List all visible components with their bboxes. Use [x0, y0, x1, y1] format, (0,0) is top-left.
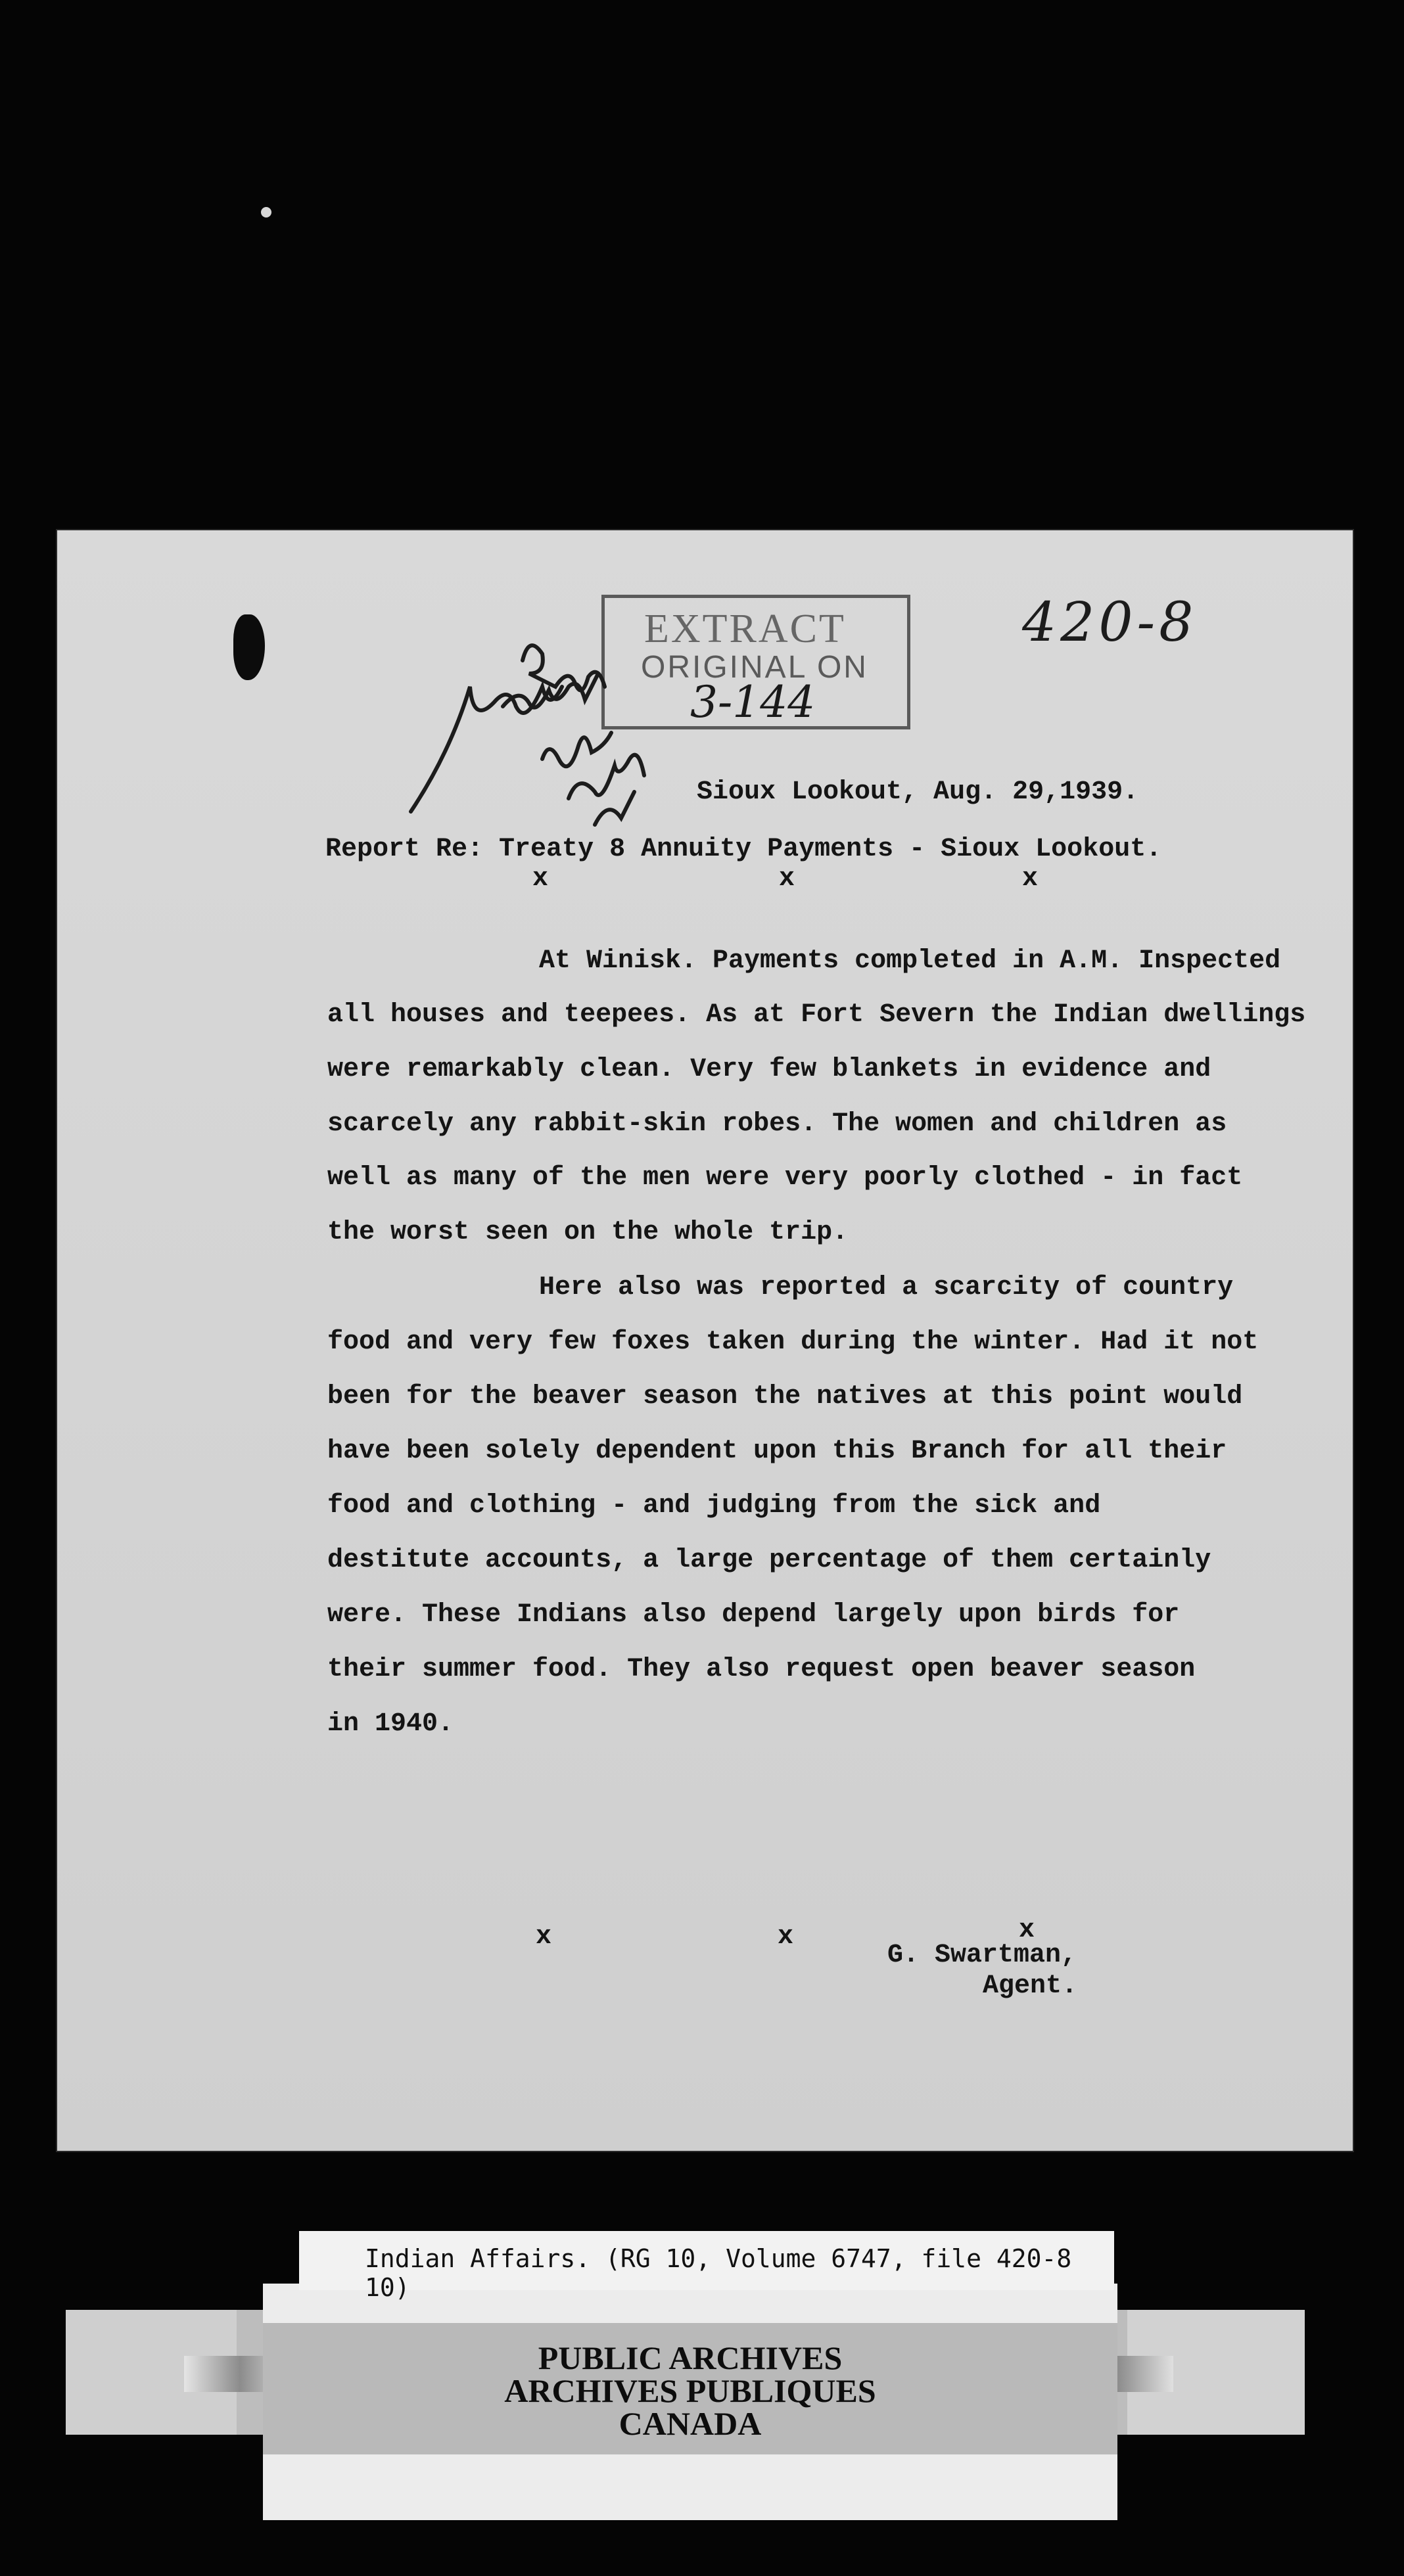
- separator-mark: x: [1022, 864, 1039, 894]
- body-line: scarcely any rabbit-skin robes. The women and children as: [327, 1109, 1227, 1139]
- archive-label-line-3: CANADA: [619, 2405, 762, 2442]
- archive-label-line-2: ARCHIVES PUBLIQUES: [504, 2372, 876, 2409]
- body-line: all houses and teepees. As at Fort Severn the Indian dwellings: [327, 1000, 1306, 1030]
- body-line: were remarkably clean. Very few blankets in evidence and: [327, 1055, 1211, 1084]
- film-speck: [261, 207, 271, 218]
- signature-title: Agent.: [983, 1971, 1078, 2001]
- archive-reference: Indian Affairs. (RG 10, Volume 6747, file 420-8 10): [365, 2244, 1072, 2302]
- document-page: [56, 529, 1354, 2152]
- separator-mark: x: [779, 864, 795, 894]
- footer-mark: x: [1019, 1916, 1035, 1945]
- stamp-line-2: ORIGINAL ON: [641, 650, 868, 685]
- body-line: Here also was reported a scarcity of country: [539, 1273, 1234, 1302]
- archive-label-line-1: PUBLIC ARCHIVES: [538, 2339, 843, 2376]
- punch-hole: [233, 614, 265, 680]
- report-subject: Report Re: Treaty 8 Annuity Payments - Sioux Lookout.: [325, 835, 1162, 864]
- body-line: were. These Indians also depend largely upon birds for: [327, 1600, 1180, 1630]
- body-line: food and very few foxes taken during the winter. Had it not: [327, 1327, 1259, 1357]
- body-line: have been solely dependent upon this Branch for all their: [327, 1437, 1227, 1466]
- stamp-line-1: EXTRACT: [644, 607, 846, 651]
- body-line: well as many of the men were very poorly clothed - in fact: [327, 1163, 1243, 1193]
- file-number: 420-8: [1022, 591, 1198, 654]
- body-line: destitute accounts, a large percentage of them certainly: [327, 1546, 1211, 1575]
- place-date: Sioux Lookout, Aug. 29,1939.: [697, 777, 1139, 807]
- archive-reference-strip: [299, 2231, 1114, 2302]
- body-line: At Winisk. Payments completed in A.M. Inspected: [539, 946, 1281, 976]
- archive-label: [263, 2284, 1117, 2520]
- body-line: been for the beaver season the natives at this point would: [327, 1382, 1243, 1412]
- archive-label-plate: [263, 2323, 1117, 2454]
- body-line: their summer food. They also request open beaver season: [327, 1655, 1196, 1684]
- signature-name: G. Swartman,: [887, 1941, 1077, 1970]
- footer-mark: x: [536, 1922, 552, 1952]
- body-line: in 1940.: [327, 1709, 454, 1739]
- body-line: the worst seen on the whole trip.: [327, 1218, 849, 1247]
- body-line: food and clothing - and judging from the sick and: [327, 1491, 1101, 1521]
- footer-mark: x: [778, 1922, 794, 1952]
- stamp-line-3: 3-144: [690, 677, 816, 727]
- separator-mark: x: [532, 864, 549, 894]
